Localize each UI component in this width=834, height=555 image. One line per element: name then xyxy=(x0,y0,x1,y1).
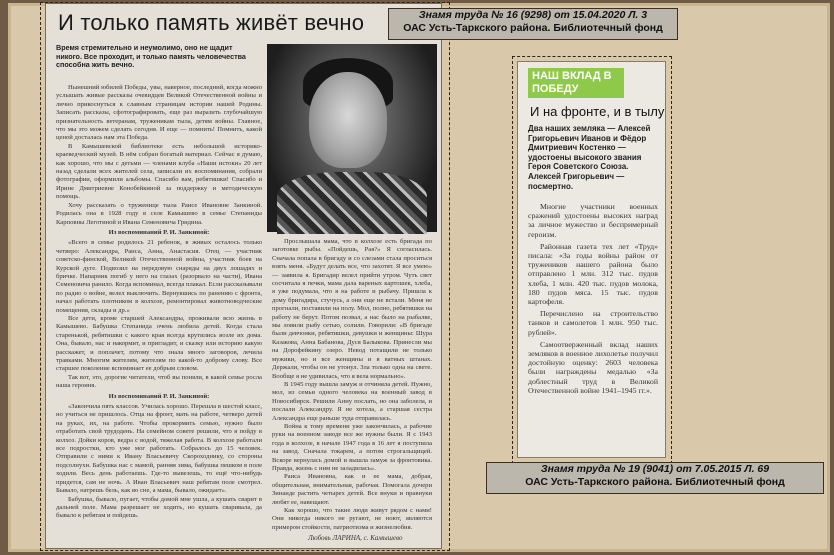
paragraph: Перечислено на строительство танков и самолетов 1 млн. 950 тыс. рублей». xyxy=(528,309,658,337)
source-tag-line-2: ОАС Усть-Таркского района. Библиотечный фонд xyxy=(525,476,785,488)
paragraph: Многие участники военных сражений удостоены высоких наград за личное мужество и беспримерный героизм. xyxy=(528,202,658,239)
paragraph: Раиса Ивановна, как и ее мама, добрая, общительная, внимательная, рабочая. Помогала дочери Зинаиде растить четырех детей. Все внуки и правнуки любят ее, навещают. xyxy=(272,473,432,506)
source-tag-bottom xyxy=(486,462,824,494)
article-lead-right: Два наших земляка — Алексей Григорьевич Иванов и Фёдор Дмитриевич Костенко — удостоены высокого звания Героя Советского Союза. Алексей Григорьевич — посмертно. xyxy=(528,124,651,191)
paragraph: Все дети, кроме старшей Александры, проживали всю жизнь в Камышево. Бабушка Степанида очень любила детей. Когда стала старенькой, ребятишки с какого края всегда крутились возле их дома. Она, бывало, нас и накормит, и пригладит, и сказку или историю какую расскажет, и поплачет, потому что знала много заговоров, лечила травками. Многим жителям, жителям по какой-то доброму слову. Все старшее поколение вспоминает ее добрым словом. xyxy=(56,314,262,373)
paragraph: Самоотверженный вклад наших земляков в военное лихолетье получил достойную оценку: 2603 человека были награждены медалью «За доблестный труд в Великой Отечественной войне 1941–1945 гг.». xyxy=(528,339,658,395)
paragraph: Война к тому времени уже закончилась, а рабочие руки на военном заводе все же нужны были. Я с 1943 года в колхозе, в начале 1947 года в 16 лет я поступила на завод. Сначала токарем, а потом строгальщицей. Вскоре вернулась домой и вышла замуж за фронтовика. Правда, жизнь с ним не заладилась». xyxy=(272,422,432,472)
subheading: Из воспоминаний Р. И. Занкиной: xyxy=(108,392,210,400)
paragraph: В Камышевской библиотеке есть небольшой историко-краеведческий музей. В нём собран богатый материал. Сейчас я думаю, как хорошо, что мы с детьми — членами клуба «Наши истоки» 20 лет назад сделали всех жителей села, записали их воспоминания, собрали фотографии, оформили альбомы. Спасибо вам, ребятишки! Спасибо и Ирине Дмитриевне Конобейкиной за поддержку и методическую помощь. xyxy=(56,142,262,201)
newspaper-clipping-right xyxy=(518,62,665,457)
subheading: Из воспоминаний Р. И. Занкиной: xyxy=(108,228,210,236)
paragraph: «Закончила пять классов. Училась хорошо. Перешла в шестой класс, но учиться не пришлось. Отца на фронт, мать на работе, четверо детей на руках, их, на работе. Чтобы прокормить семью, нужно было отработать свой трудодень. На семейном совете решили, что я пойду в колхоз. Дойки коров, ведра с водой, тяжелая работа. В колхозе работали все подростки, кто уже мог работать. Собралось до 15 человек. Отправили с ними к Ивану Власьевичу Скороходнику, со стороны подсолнухи. Бабушка нас с мамой, ранняя зима, бабушка пешком в поле ходили. Весь день работаешь. Где-то вывезешь, то ещё что-нибудь придется, сам не ночь. А Иван Власьевич наш ребятам поле смотрел. Бывало, натрешь бель, как во сне, а мама, бывало, ожидает». xyxy=(56,403,262,495)
rubric-badge: НАШ ВКЛАД В ПОБЕДУ xyxy=(528,68,624,98)
paragraph: Нынешний юбилей Победы, увы, наверное, последний, когда можно услышать живые рассказы очевидцев Великой Отечественной войны и лично прикоснуться к славным страницам истории нашей Родины. Записать рассказы, сфотографировать, еще раз выразить глубочайшую признательность ветеранам, труженикам тыла, детям войны. Главное, что мы это можем сделать сегодня. И еще — помнить! Помнить, какой ценой досталась нам эта Победа. xyxy=(56,84,262,142)
source-tag-top xyxy=(388,8,678,40)
article-column-1 xyxy=(56,84,262,521)
paragraph: Бабушка, бывало, пугает, чтобы домой мне ушла, а кушать сварит в дальней поле. Мама разрешает не ходить, но кушать сваривала, да бывало к ребятам и пойдешь. xyxy=(56,495,262,520)
newspaper-clipping-left xyxy=(46,4,441,548)
article-title-right: И на фронте, и в тылу xyxy=(530,104,665,119)
source-tag-line-1: Знамя труда № 16 (9298) от 15.04.2020 Л. 3 xyxy=(418,9,648,21)
paragraph: Так вот, это, дорогие читатели, чтоб вы поняли, в какой семье росла наша героиня. xyxy=(56,373,262,390)
paragraph: Районная газета тех лет «Труд» писала: «За годы войны район от тружеников нашего района было отправлено 1 млн. 312 тыс. пудов хлеба, 1 млн. 420 тыс. пудов молока, 180 пудов мяса. 15 тыс. пудов картофеля. xyxy=(528,241,658,307)
paragraph: Хочу рассказать о труженице тыла Раисе Ивановне Занкиной. Родилась она в 1928 году в селе Камышево в семье Степаниды Карповны Леготиной и Ивана Семеновича Гридина. xyxy=(56,201,262,226)
portrait-photo xyxy=(267,44,437,232)
article-headline: И только память живёт вечно xyxy=(58,10,365,35)
article-signature: Любовь ЛАРИНА, с. Камышево xyxy=(308,534,403,542)
paragraph: В 1945 году вышла замуж и отчиняла детей. Нужно, мол, из семьи одного человека на военный завод в Новосибирск. Решили Анну послать, но она заболела, и послали Александру. Я не хотела, а старшая сестра Александра еще раньше туда отправилась. xyxy=(272,380,432,422)
article-column-2 xyxy=(272,238,432,532)
paragraph: «Всего в семье родилось 21 ребенок, в живых осталось только четверо: Александра, Раиса, Анна, Анастасия. Отец — участник советско-финской, Великой Отечественной войны, участник боев на Курской дуге. Подвозил на передовую снаряды на двух лошадях и бричке. Напарник погиб у него на глазах (разорвало на части), Ивана Семеновича ранило. Когда вспоминал, всегда плакал. Если рассказывали по радио о войне, велел выключить. Вернувшись по ранению с фронта, начал работать плотником в колхозе, ремонтировал животноводческие помещения, склады и др.» xyxy=(56,239,262,314)
paragraph: Прослышала мама, что в колхозе есть бригада по заготовке рыбы. «Пойдешь, Рая?» Я согласилась. Сначала попала в бригаду и со слезами стала проситься взять меня. «Будут делать все, что захотят. Я все умею» — заявила я. Бригадир велел прийти утром. Чуть свет сосчитала я печки, мама дала вареных картошек, хлеба, я уже подумала, что я на работе и рыбачу. Пришла к дому бригадира, стучусь, а они еще не встали. Меня не прогнали, поставили на полу. Мол, полно, ребятишки на работу не берут. Потом позвал, а нас было на рыбалке, мы ловили рыбу сетью, солили. Говорили: «В бригаде были девчонки, ребятишки, девушки и женщины: Шура Казакова, Анна Бабанова, Дуся Балыкова. Принесли мы на Дорофейкину озеро. Невод потащили не только мужики, но и все женщины и в ватных штанах. Держали, чтобы он не утонул. Зла только одна на свете. Вообще я не удивилась, что я вела нормально». xyxy=(272,238,432,380)
article-lead: Время стремительно и неумолимо, оно не щадит никого. Все проходит, и только память человечества способна жить вечно. xyxy=(56,43,246,70)
article-body-right xyxy=(528,202,658,398)
source-tag-line-2: ОАС Усть-Таркского района. Библиотечный фонд xyxy=(403,22,663,34)
paragraph: Как хорошо, что такие люди живут рядом с нами! Они никогда никого не ругают, не ноют, являются примером стойкости, патриотизма и жизнелюбия. xyxy=(272,507,432,531)
source-tag-line-1: Знамя труда № 19 (9041) от 7.05.2015 Л. 69 xyxy=(540,463,770,475)
